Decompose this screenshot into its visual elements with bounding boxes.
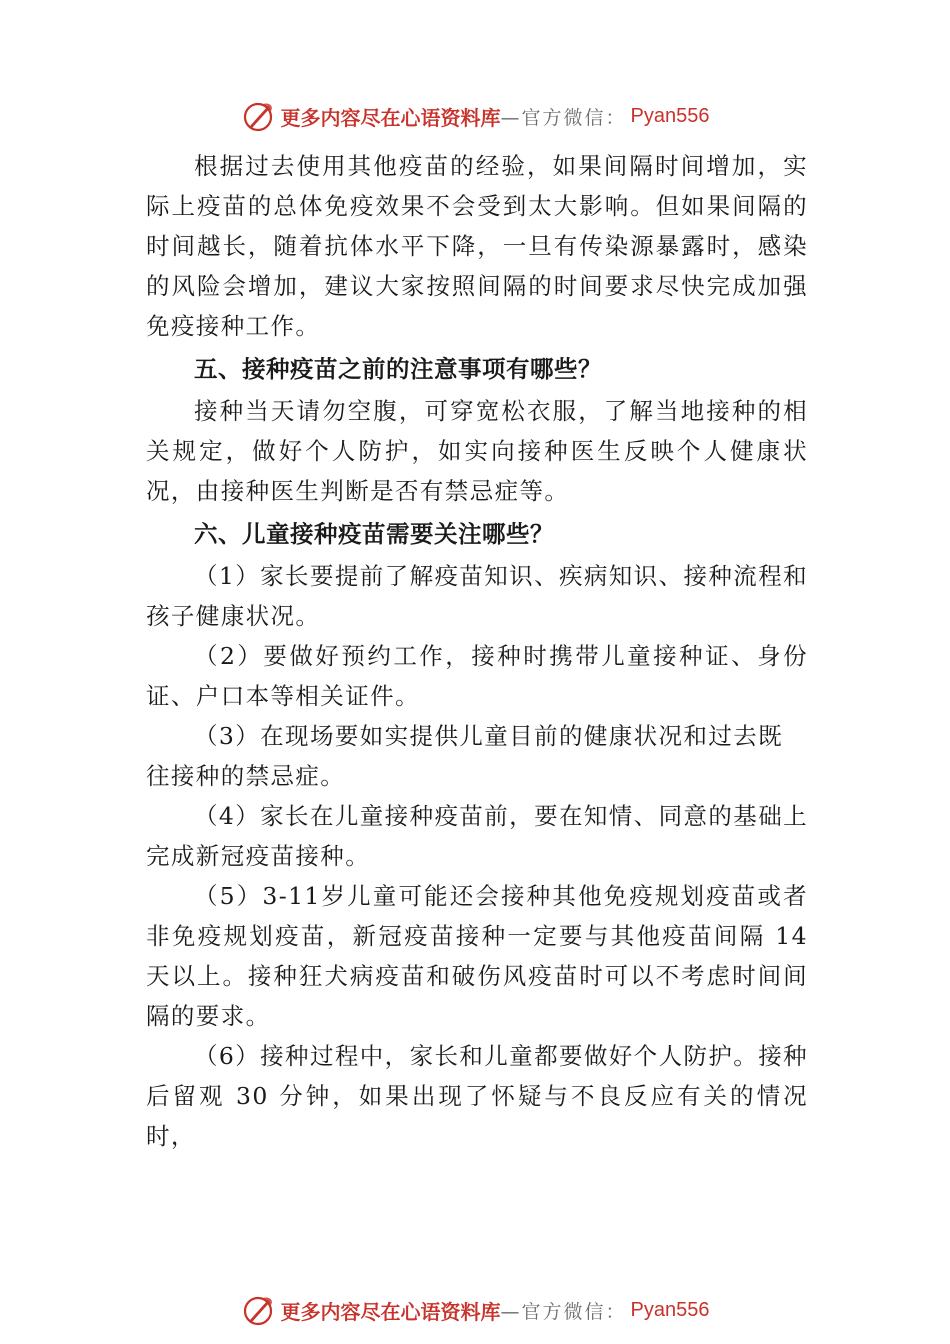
- section-heading-6: 六、儿童接种疫苗需要关注哪些？: [194, 520, 554, 548]
- watermark-wechat-id: Pyan556: [630, 104, 710, 127]
- section-heading-5: 五、接种疫苗之前的注意事项有哪些？: [194, 355, 602, 383]
- watermark-wechat-label: —官方微信：: [500, 106, 627, 129]
- list-item-4: （4）家长在儿童接种疫苗前，要在知情、同意的基础上完成新冠疫苗接种。: [146, 802, 808, 870]
- header-watermark: [0, 96, 950, 136]
- list-item-3-line2: 往接种的禁忌症。: [146, 762, 346, 790]
- list-item-5: （5）3-11岁儿童可能还会接种其他免疫规划疫苗或者非免疫规划疫苗，新冠疫苗接种一定要与其他疫苗间隔 14 天以上。接种狂犬病疫苗和破伤风疫苗时可以不考虑时间间隔的要求。: [146, 882, 808, 1030]
- list-item-2: （2）要做好预约工作，接种时携带儿童接种证、身份证、户口本等相关证件。: [146, 642, 808, 710]
- quill-pen-logo-icon: [241, 98, 277, 134]
- list-item-3-line1: （3）在现场要如实提供儿童目前的健康状况和过去既: [194, 722, 784, 750]
- watermark-wechat-label: —官方微信：: [500, 1300, 627, 1323]
- watermark-title: 更多内容尽在心语资料库: [280, 105, 501, 130]
- list-item-1: （1）家长要提前了解疫苗知识、疾病知识、接种流程和孩子健康状况。: [146, 562, 808, 630]
- paragraph-before-vaccination: 接种当天请勿空腹，可穿宽松衣服，了解当地接种的相关规定，做好个人防护，如实向接种医生反映个人健康状况，由接种医生判断是否有禁忌症等。: [146, 397, 808, 505]
- quill-pen-logo-icon: [241, 1292, 277, 1328]
- list-item-6: （6）接种过程中，家长和儿童都要做好个人防护。接种后留观 30 分钟，如果出现了怀疑与不良反应有关的情况时，: [146, 1042, 808, 1150]
- footer-watermark: [0, 1290, 950, 1330]
- watermark-title: 更多内容尽在心语资料库: [280, 1299, 501, 1324]
- document-body: [146, 146, 808, 1156]
- paragraph-vaccine-interval: 根据过去使用其他疫苗的经验，如果间隔时间增加，实际上疫苗的总体免疫效果不会受到太大影响。但如果间隔的时间越长，随着抗体水平下降，一旦有传染源暴露时，感染的风险会增加，建议大家按照间隔的时间要求尽快完成加强免疫接种工作。: [146, 152, 808, 340]
- watermark-wechat-id: Pyan556: [630, 1298, 710, 1321]
